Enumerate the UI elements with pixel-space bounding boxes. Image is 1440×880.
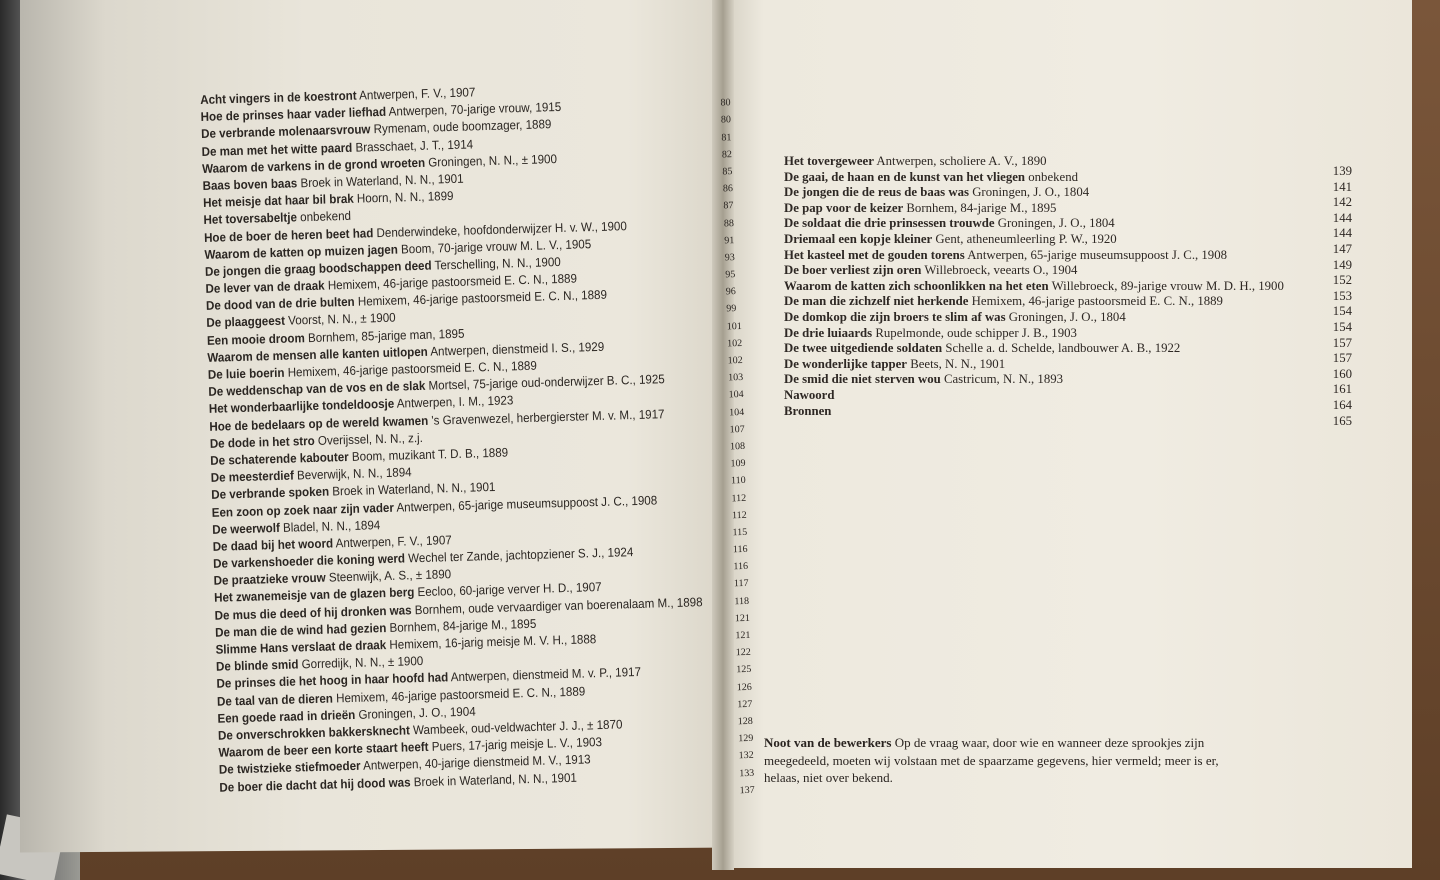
story-source: Bornhem, 84-jarige M., 1895: [389, 616, 537, 635]
story-title: De prinses die het hoog in haar hoofd had: [216, 670, 449, 692]
note-heading: Noot van de bewerkers: [764, 735, 892, 750]
story-title: De varkenshoeder die koning werd: [212, 551, 406, 571]
page-number: 112: [731, 509, 747, 521]
toc-entry: [784, 154, 1354, 170]
page-number: 86: [722, 183, 734, 195]
page-number: 127: [737, 698, 753, 710]
story-title: De man die zichzelf niet herkende: [784, 294, 969, 309]
story-source: Groningen, J. O., 1804: [1008, 309, 1126, 324]
page-number: 144: [1332, 210, 1352, 225]
story-title: De blinde smid: [215, 657, 299, 674]
toc-entry: [784, 185, 1354, 201]
story-title: Slimme Hans verslaat de draak: [215, 638, 387, 657]
page-number: 122: [735, 647, 752, 659]
story-source: Broek in Waterland, N. N., 1901: [300, 171, 464, 191]
toc-entry: [784, 263, 1354, 279]
story-source: Antwerpen, F. V., 1907: [358, 85, 476, 103]
story-source: Beverwijk, N. N., 1894: [296, 465, 412, 483]
page-number: 153: [1332, 288, 1352, 303]
story-source: Eecloo, 60-jarige verver H. D., 1907: [417, 580, 602, 600]
page-number: 164: [1332, 397, 1352, 412]
story-source: Hemixem, 46-jarige pastoorsmeid E. C. N., 1889: [287, 358, 538, 380]
story-source: Antwerpen, 40-jarige dienstmeid M. V., 1913: [362, 752, 591, 774]
story-source: Overijssel, N. N., z.j.: [317, 430, 424, 448]
page-number: 109: [730, 458, 746, 470]
page-number: 118: [734, 595, 750, 607]
story-title: De meesterdief: [210, 468, 295, 485]
toc-entry: [784, 201, 1354, 217]
story-title: De twistzieke stiefmoeder: [218, 759, 361, 778]
story-source: Hemixem, 46-jarige pastoorsmeid E. C. N., 1889: [327, 271, 578, 293]
story-title: De domkop die zijn broers te slim af was: [784, 309, 1006, 324]
story-source: 's Gravenwezel, herbergierster M. v. M., 1917: [431, 406, 665, 428]
story-title: De drie luiaards: [784, 325, 873, 340]
page-number: 141: [1332, 179, 1352, 194]
story-source: Boom, muzikant T. D. B., 1889: [351, 445, 509, 464]
toc-entry: [784, 372, 1354, 388]
story-source: Groningen, N. N., ± 1900: [428, 151, 558, 170]
story-title: Bronnen: [784, 403, 832, 418]
story-title: De schaterende kabouter: [210, 449, 349, 468]
toc-entry: [784, 232, 1354, 248]
story-title: De boer verliest zijn oren: [784, 263, 922, 278]
page-number: 101: [726, 320, 742, 333]
page-number: 108: [729, 440, 746, 453]
page-number: 104: [728, 406, 745, 418]
page-number: 137: [739, 784, 755, 796]
toc-entry: [784, 326, 1354, 342]
story-title: Baas boven baas: [202, 176, 298, 193]
story-source: Antwerpen, 65-jarige museumsuppoost J. C., 1908: [396, 492, 658, 515]
page-number: 116: [732, 543, 748, 556]
page-number: 115: [732, 526, 748, 539]
page-number: 154: [1332, 319, 1352, 334]
story-source: Groningen, J. O., 1904: [358, 704, 476, 722]
story-source: Antwerpen, scholiere A. V., 1890: [876, 154, 1047, 168]
story-title: De dood van de drie bulten: [205, 295, 355, 314]
story-source: Antwerpen, I. M., 1923: [396, 393, 514, 411]
page-number: 112: [731, 492, 747, 504]
page-number: 125: [736, 664, 752, 676]
page-number: 121: [734, 612, 751, 625]
story-source: Rupelmonde, oude schipper J. B., 1903: [875, 325, 1077, 340]
story-title: De lever van de draak: [205, 278, 325, 296]
page-number: 81: [721, 131, 732, 144]
story-title: De mus die deed of hij dronken was: [214, 602, 412, 623]
story-title: De soldaat die drie prinsessen trouwde: [784, 216, 995, 231]
page-number: 129: [738, 732, 754, 745]
story-title: De dode in het stro: [209, 433, 315, 451]
story-title: De boer die dacht dat hij dood was: [219, 774, 411, 795]
page-number: 133: [739, 767, 755, 779]
page-number: 96: [725, 286, 736, 298]
story-title: Waarom de varkens in de grond wroeten: [201, 155, 426, 176]
story-title: Een zoon op zoek naar zijn vader: [211, 500, 395, 520]
story-title: Het zwanemeisje van de glazen berg: [213, 585, 415, 606]
page-number: 157: [1332, 351, 1352, 366]
toc-entry: [784, 294, 1354, 310]
story-source: Bornhem, oude vervaardiger van boerenalaam M., 1898: [414, 594, 703, 617]
story-title: De twee uitgediende soldaten: [784, 341, 943, 356]
page-number: 142: [1332, 195, 1352, 210]
story-title: Waarom de beer een korte staart heeft: [218, 740, 429, 760]
story-title: Acht vingers in de koestront: [200, 88, 357, 107]
story-source: Rymenam, oude boomzager, 1889: [373, 117, 552, 137]
story-source: Gorredijk, N. N., ± 1900: [301, 654, 424, 672]
story-title: De plaaggeest: [206, 314, 286, 331]
toc-entry: [784, 310, 1354, 326]
story-title: De jongen die graag boodschappen deed: [204, 258, 432, 279]
page-number: 147: [1332, 241, 1352, 256]
page-number: 165: [1332, 413, 1352, 428]
page-number: 117: [733, 578, 749, 590]
page-number: 139: [1332, 164, 1352, 178]
story-source: Willebroeck, 89-jarige vrouw M. D. H., 1900: [1051, 278, 1284, 293]
page-number: 99: [726, 303, 737, 315]
story-title: De wonderlijke tapper: [784, 356, 907, 371]
story-title: De luie boerin: [207, 365, 285, 382]
story-source: Hemixem, 46-jarige pastoorsmeid E. C. N., 1889: [335, 684, 586, 705]
story-title: Het wonderbaarlijke tondeldoosje: [208, 397, 395, 417]
page-number: 149: [1332, 257, 1352, 272]
toc-entry: [784, 279, 1354, 295]
page-number: 85: [722, 166, 733, 178]
toc-entry: [784, 357, 1354, 373]
story-title: Waarom de katten op muizen jagen: [204, 242, 399, 262]
page-number: 104: [728, 389, 744, 401]
page-number: 103: [728, 372, 744, 384]
story-title: Het meisje dat haar bil brak: [202, 191, 354, 211]
page-number: 126: [736, 681, 752, 693]
story-title: De weddenschap van de vos en de slak: [208, 379, 426, 400]
story-source: Antwerpen, 65-jarige museumsuppoost J. C., 1908: [967, 247, 1228, 262]
story-source: Boom, 70-jarige vrouw M. L. V., 1905: [400, 236, 592, 257]
page-number: 93: [724, 252, 735, 264]
page-number: 80: [720, 114, 732, 126]
story-title: De jongen die de reus de baas was: [784, 185, 969, 200]
page-number: 116: [733, 561, 749, 573]
page-number: 87: [723, 200, 734, 212]
story-source: Antwerpen, dienstmeid I. S., 1929: [430, 339, 605, 359]
story-source: Hemixem, 16-jarig meisje M. V. H., 1888: [389, 632, 597, 652]
story-title: De gaai, de haan en de kunst van het vliegen: [784, 169, 1026, 184]
story-source: Willebroeck, veearts O., 1904: [924, 263, 1078, 278]
story-title: De daad bij het woord: [212, 536, 334, 554]
story-source: Bornhem, 84-jarige M., 1895: [906, 200, 1057, 215]
page-number: 161: [1332, 382, 1352, 397]
story-source: Schelle a. d. Schelde, landbouwer A. B., 1922: [945, 341, 1181, 356]
story-title: Een goede raad in drieën: [217, 707, 356, 726]
story-source: Beets, N. N., 1901: [910, 356, 1006, 371]
story-source: Puers, 17-jarig meisje L. V., 1903: [431, 735, 603, 754]
page-number: 110: [730, 475, 746, 487]
story-title: Waarom de katten zich schoonlikken na het eten: [784, 278, 1049, 293]
page-number: 152: [1332, 273, 1352, 288]
page-number: 102: [727, 354, 743, 367]
story-title: Driemaal een kopje kleiner: [784, 231, 933, 246]
page-number: 157: [1332, 335, 1352, 350]
story-source: Antwerpen, dienstmeid M. v. P., 1917: [450, 665, 642, 685]
story-source: Mortsel, 75-jarige oud-onderwijzer B. C., 1925: [428, 372, 665, 393]
story-source: Groningen, J. O., 1804: [972, 185, 1090, 200]
page-number: 128: [737, 715, 753, 728]
story-source: Brasschaet, J. T., 1914: [355, 136, 474, 155]
story-source: Wechel ter Zande, jachtopziener S. J., 1924: [408, 545, 634, 566]
page-number: 160: [1332, 366, 1352, 381]
story-source: Gent, atheneumleerling P. W., 1920: [935, 231, 1117, 246]
story-source: Castricum, N. N., 1893: [943, 372, 1064, 387]
page-number: 154: [1332, 304, 1352, 319]
page-number: 88: [723, 217, 735, 229]
story-source: Wambeek, oud-veldwachter J. J., ± 1870: [412, 717, 623, 738]
page-number: 95: [725, 269, 736, 281]
page-number: 107: [729, 423, 745, 436]
story-source: Antwerpen, F. V., 1907: [335, 533, 452, 551]
story-title: De man met het witte paard: [201, 140, 353, 159]
story-title: Het toversabeltje: [203, 210, 298, 228]
story-source: Hoorn, N. N., 1899: [356, 189, 454, 206]
story-title: De praatzieke vrouw: [213, 570, 326, 589]
story-title: De onverschrokken bakkersknecht: [217, 723, 411, 743]
story-source: Bornhem, 85-jarige man, 1895: [307, 326, 465, 345]
story-title: Hoe de prinses haar vader liefhad: [200, 105, 387, 125]
toc-entry: [784, 248, 1354, 264]
story-title: De weerwolf: [212, 520, 280, 537]
toc-entry: [784, 216, 1354, 232]
story-title: Het tovergeweer: [784, 154, 874, 168]
story-title: Hoe de boer de heren beet had: [203, 225, 374, 245]
right-table-of-contents: [784, 154, 1354, 419]
story-source: onbekend: [1028, 169, 1079, 184]
story-title: Waarom de mensen alle kanten uitlopen: [207, 344, 428, 365]
story-source: onbekend: [299, 209, 352, 225]
story-title: Hoe de bedelaars op de wereld kwamen: [209, 413, 429, 434]
page-number: 121: [735, 629, 751, 642]
page-number: 144: [1332, 226, 1352, 241]
story-source: Antwerpen, 70-jarige vrouw, 1915: [388, 100, 562, 119]
left-table-of-contents: [200, 77, 760, 814]
story-source: Voorst, N. N., ± 1900: [288, 311, 396, 329]
story-title: Een mooie droom: [206, 330, 305, 348]
page-number: 80: [720, 97, 731, 109]
toc-entry: [784, 404, 1354, 420]
right-page-numbers: [1322, 164, 1352, 429]
story-source: Broek in Waterland, N. N., 1901: [332, 480, 496, 499]
story-title: De verbrande spoken: [211, 484, 330, 503]
story-title: De taal van de dieren: [216, 691, 334, 709]
toc-entry: [784, 341, 1354, 357]
page-number: 102: [727, 337, 743, 350]
story-source: Groningen, J. O., 1804: [997, 216, 1115, 231]
toc-entry: [784, 170, 1354, 186]
story-title: Nawoord: [784, 387, 835, 402]
page-number: 91: [724, 234, 735, 247]
story-source: Broek in Waterland, N. N., 1901: [413, 770, 578, 789]
story-source: Hemixem, 46-jarige pastoorsmeid E. C. N., 1889: [357, 287, 608, 309]
toc-entry: [784, 388, 1354, 404]
story-title: De pap voor de keizer: [784, 200, 904, 215]
story-source: Steenwijk, A. S., ± 1890: [328, 567, 452, 585]
story-source: Terschelling, N. N., 1900: [434, 254, 561, 273]
story-title: De smid die niet sterven wou: [784, 372, 941, 387]
page-number: 132: [738, 750, 754, 762]
note-text: Op de vraag waar, door wie en wanneer deze sprookjes zijn meegedeeld, moeten wij volstaan met de spaarzame gegevens, hier vermeld; meer is er, helaas, niet over bekend.: [764, 735, 1219, 785]
story-source: Bladel, N. N., 1894: [282, 517, 381, 535]
story-source: Denderwindeke, hoofdonderwijzer H. v. W., 1900: [376, 218, 627, 240]
page-number: 82: [721, 148, 733, 161]
editors-note: [764, 734, 1244, 787]
story-source: Hemixem, 46-jarige pastoorsmeid E. C. N., 1889: [971, 294, 1223, 309]
story-title: De verbrande molenaarsvrouw: [200, 122, 371, 142]
story-title: De man die de wind had gezien: [214, 620, 387, 640]
story-title: Het kasteel met de gouden torens: [784, 247, 965, 262]
